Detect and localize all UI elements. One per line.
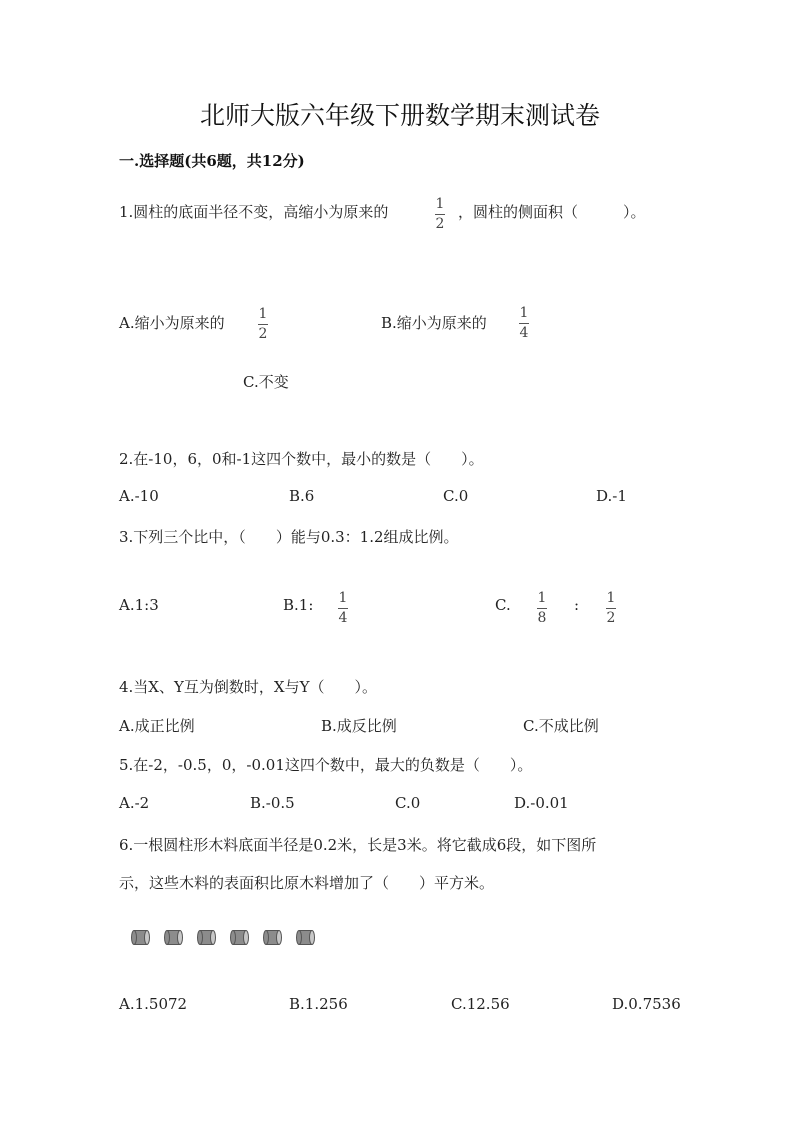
q3-option-a: A.1:3 [119,596,159,614]
q6-stem-line2: 示，这些木料的表面积比原木料增加了（ ）平方米。 [119,874,495,892]
q2-option-d: D.-1 [596,487,627,505]
section-heading: 一.选择题(共6题，共12分) [119,152,305,170]
q5-stem: 5.在-2，-0.5，0，-0.01这四个数中，最大的负数是（ ）。 [119,756,533,774]
q1-option-b: B.缩小为原来的 [381,314,487,332]
q3-c-frac2-num: 1 [606,590,616,606]
q3-c-frac2-den: 2 [606,610,616,626]
q5-option-a: A.-2 [119,794,150,812]
q1-b-frac-num: 1 [519,305,529,321]
q5-option-b: B.-0.5 [250,794,295,812]
q2-stem: 2.在-10，6，0和-1这四个数中，最小的数是（ ）。 [119,450,484,468]
q6-option-a: A.1.5072 [119,995,188,1013]
cylinder-piece [263,929,283,946]
q1-stem-before: 1.圆柱的底面半径不变，高缩小为原来的 [119,203,389,221]
q3-option-c: C. [495,596,511,614]
q1-option-b-fraction [519,306,529,341]
q3-c-frac1-num: 1 [537,590,547,606]
q1-frac-num: 1 [435,196,445,212]
q2-option-b: B.6 [289,487,315,505]
q1-a-frac-den: 2 [258,326,268,342]
q3-c-frac1-den: 8 [537,610,547,626]
q1-frac-den: 2 [435,216,445,232]
q4-stem: 4.当X、Y互为倒数时，X与Y（ ）。 [119,678,377,696]
q1-stem-after: ，圆柱的侧面积（ ）。 [458,203,646,221]
q4-option-a: A.成正比例 [119,717,195,735]
q3-option-c-colon: : [574,596,580,614]
q1-fraction [435,197,445,232]
cylinder-piece [131,929,151,946]
q3-stem: 3.下列三个比中，（ ）能与0.3：1.2组成比例。 [119,528,459,546]
q3-option-c-fraction-2 [606,591,616,626]
q3-option-b: B.1: [283,596,314,614]
cylinder-piece [164,929,184,946]
q2-option-c: C.0 [443,487,469,505]
q1-b-frac-den: 4 [519,325,529,341]
q4-option-c: C.不成比例 [523,717,599,735]
q1-option-c: C.不变 [243,373,289,391]
q5-option-c: C.0 [395,794,421,812]
cylinder-piece [296,929,316,946]
q6-option-b: B.1.256 [289,995,348,1013]
q3-b-frac-den: 4 [338,610,348,626]
q1-a-frac-num: 1 [258,306,268,322]
q1-option-a-fraction [258,307,268,342]
q3-option-b-fraction [338,591,348,626]
q6-option-d: D.0.7536 [612,995,681,1013]
q3-option-c-fraction-1 [537,591,547,626]
q2-option-a: A.-10 [119,487,159,505]
q1-option-a: A.缩小为原来的 [119,314,225,332]
q5-option-d: D.-0.01 [514,794,569,812]
q6-stem-line1: 6.一根圆柱形木料底面半径是0.2米，长是3米。将它截成6段，如下图所 [119,836,597,854]
q6-option-c: C.12.56 [451,995,510,1013]
cylinder-piece [197,929,217,946]
page-title: 北师大版六年级下册数学期末测试卷 [199,101,600,130]
q4-option-b: B.成反比例 [321,717,397,735]
q3-b-frac-num: 1 [338,590,348,606]
cylinder-piece [230,929,250,946]
